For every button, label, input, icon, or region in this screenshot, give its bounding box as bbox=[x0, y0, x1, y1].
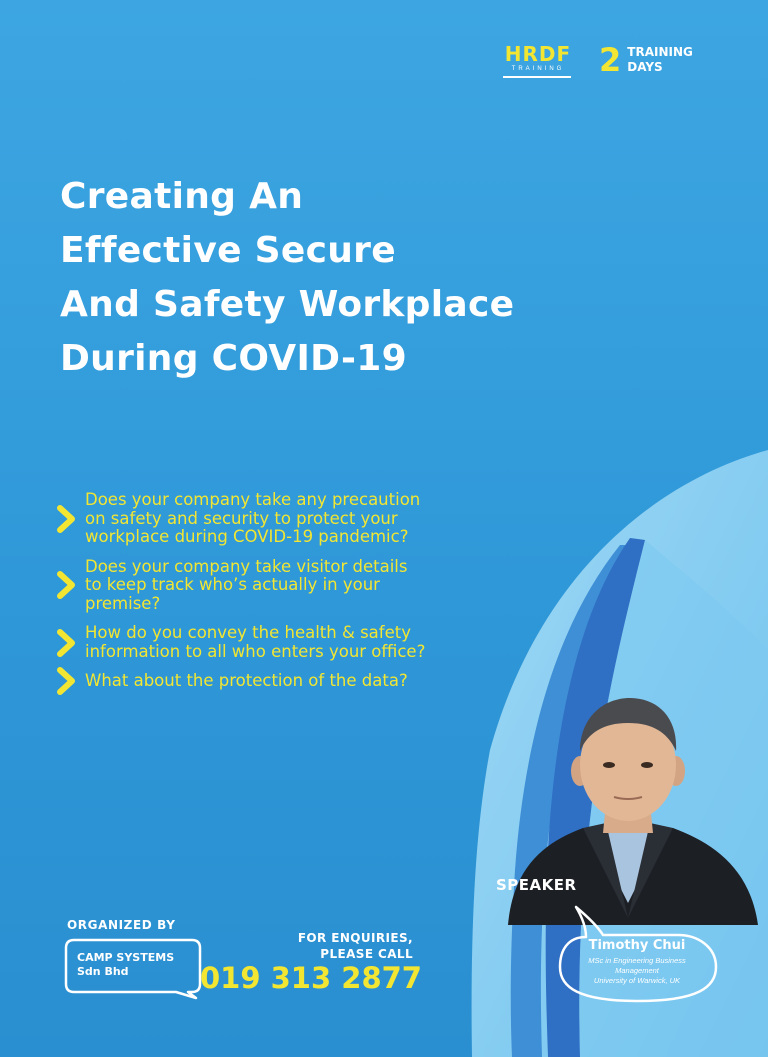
speaker-info bbox=[566, 938, 708, 986]
page-title bbox=[60, 170, 660, 386]
enquiries-label-line1: FOR ENQUIRIES, bbox=[297, 931, 413, 945]
organizer-name-line1: CAMP SYSTEMS bbox=[77, 951, 175, 964]
list-item bbox=[56, 558, 426, 614]
speaker-credential-university: University of Warwick, UK bbox=[593, 976, 681, 985]
hrdf-underline bbox=[503, 76, 571, 78]
question-text: How do you convey the health & safety information to all who enters your office? bbox=[85, 623, 426, 661]
title-line-2: Effective Secure bbox=[60, 230, 396, 271]
list-item bbox=[56, 624, 426, 661]
speaker-name: Timothy Chui bbox=[588, 938, 686, 953]
title-line-3: And Safety Workplace bbox=[60, 284, 515, 325]
title-line-4: During COVID-19 bbox=[60, 338, 407, 379]
title-line-1: Creating An bbox=[60, 176, 304, 217]
chevron-right-icon bbox=[56, 629, 78, 657]
training-days-badge bbox=[599, 41, 693, 79]
organizer-name bbox=[77, 951, 174, 979]
enquiries-phone-number[interactable]: 019 313 2877 bbox=[200, 961, 422, 995]
chevron-right-icon bbox=[56, 505, 78, 533]
enquiries-label-line2: PLEASE CALL bbox=[320, 947, 413, 961]
list-item bbox=[56, 672, 426, 691]
hrdf-logo-subtext: TRAINING bbox=[511, 66, 565, 72]
training-days-number: 2 bbox=[599, 41, 622, 79]
chevron-right-icon bbox=[56, 667, 78, 695]
questions-list bbox=[56, 491, 426, 702]
training-days-label-line1: TRAINING bbox=[627, 45, 693, 59]
speaker-credential bbox=[566, 956, 708, 986]
hrdf-logo-text: HRDF bbox=[504, 42, 572, 66]
organized-by-label: ORGANIZED BY bbox=[67, 918, 176, 932]
chevron-right-icon bbox=[56, 571, 78, 599]
speaker-credential-degree: MSc in Engineering Business Management bbox=[588, 956, 686, 975]
hrdf-training-badge bbox=[503, 44, 573, 78]
question-text: What about the protection of the data? bbox=[85, 671, 408, 690]
speaker-label: SPEAKER bbox=[496, 876, 577, 894]
list-item bbox=[56, 491, 426, 547]
training-days-label bbox=[627, 45, 693, 75]
question-text: Does your company take visitor details to keep track who’s actually in your premise? bbox=[85, 556, 408, 613]
organizer-name-line2: Sdn Bhd bbox=[77, 965, 129, 978]
question-text: Does your company take any precaution on safety and security to protect your workplace during COVID-19 pandemic? bbox=[85, 490, 421, 546]
training-days-label-line2: DAYS bbox=[627, 60, 663, 74]
